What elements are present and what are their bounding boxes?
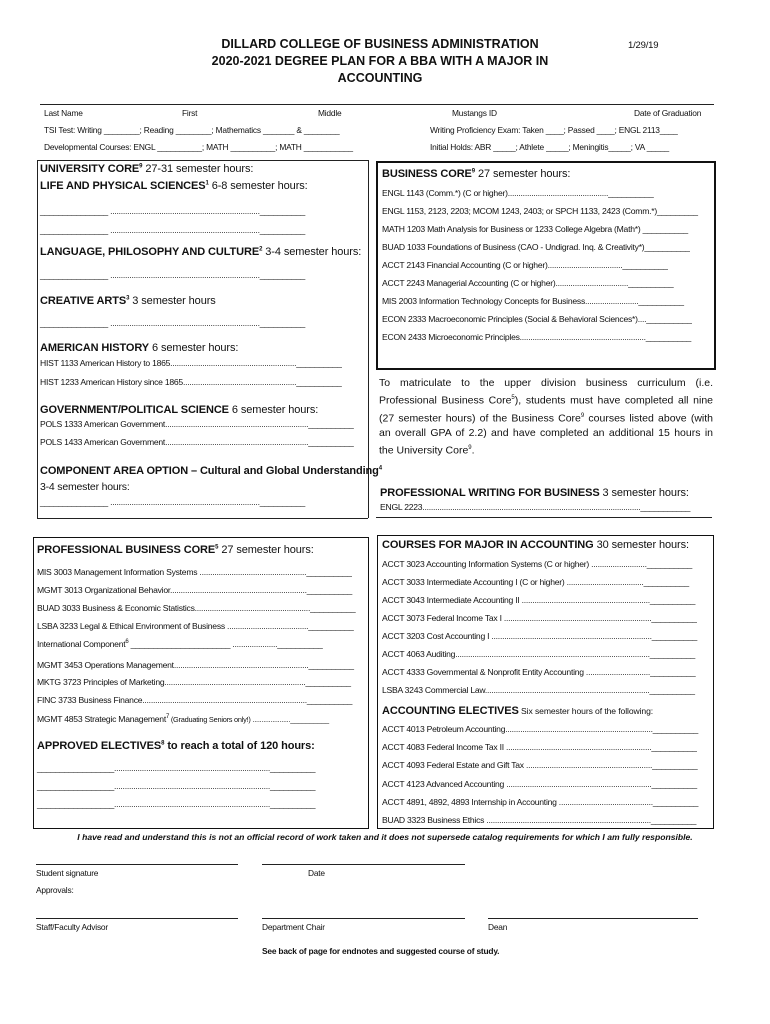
- date-line[interactable]: [262, 864, 465, 865]
- mktg-3723-row[interactable]: MKTG 3723 Principles of Marketing..................................................................__________: [37, 677, 351, 687]
- left-frame-left: [37, 160, 38, 518]
- matriculation-note: To matriculate to the upper division business curriculum (i.e. Professional Business Core$^5$), students must have completed all nine (27 semester hours) of the Business Core$^9$ courses listed above (with an overall GPA of 2.2) and have completed an additional 15 hours in the University Core$^9$.: [379, 377, 713, 457]
- international-component-row[interactable]: International Component$^6$ ______________________ .....................__________: [37, 639, 323, 649]
- form-date: 1/29/19: [628, 40, 659, 51]
- disclaimer: I have read and understand this is not an official record of work taken and it does not supersede catalog requirements for which I am fully responsible.: [77, 832, 693, 842]
- course-entry-row[interactable]: _______________ ......................................................................__________: [40, 206, 306, 216]
- business-core-heading: BUSINESS CORE$^9$ 27 semester hours:: [382, 168, 571, 180]
- component-area-hours: 3-4 semester hours:: [40, 481, 130, 493]
- chair-signature-line[interactable]: [262, 918, 465, 919]
- major-course-row[interactable]: ACCT 3203 Cost Accounting I ...........................................................................__________: [382, 631, 698, 641]
- initial-holds-row[interactable]: Initial Holds: ABR _____; Athlete _____; Meningitis_____; VA _____: [430, 142, 669, 152]
- mgmt-4853-row[interactable]: MGMT 4853 Strategic Management$^7$ (Graduating Seniors only!) .....................__________: [37, 714, 329, 724]
- label-middle: Middle: [318, 108, 342, 118]
- accounting-elective-course-row[interactable]: BUAD 3323 Business Ethics .............................................................................__________: [382, 815, 697, 825]
- major-courses-heading: COURSES FOR MAJOR IN ACCOUNTING 30 semester hours:: [382, 539, 689, 551]
- business-core-course-row[interactable]: BUAD 1033 Foundations of Business (CAO - Undigrad. Inq. & Creativity*)__________: [382, 242, 690, 252]
- major-course-row[interactable]: LSBA 3243 Commercial Law.............................................................................__________: [382, 685, 695, 695]
- elective-entry-row[interactable]: _________________.........................................................................__________: [37, 763, 316, 773]
- accounting-elective-course-row[interactable]: ACCT 4123 Advanced Accounting ....................................................................__________: [382, 778, 697, 789]
- course-entry-row[interactable]: _______________ ......................................................................__________: [40, 270, 306, 280]
- business-core-course-row[interactable]: ECON 2433 Microeconomic Principles...........................................................__________: [382, 332, 692, 342]
- student-signature-label: Student signature: [36, 868, 99, 878]
- left-frame-bottom: [37, 518, 368, 519]
- left-frame-top: [37, 160, 368, 161]
- chair-label: Department Chair: [262, 922, 325, 932]
- business-core-course-row[interactable]: MIS 2003 Information Technology Concepts for Business.........................__________: [382, 296, 684, 306]
- american-history-heading: AMERICAN HISTORY 6 semester hours:: [40, 342, 239, 354]
- elective-entry-row[interactable]: _________________.........................................................................__________: [37, 781, 316, 791]
- business-core-course-row[interactable]: ENGL 1153, 2123, 2203; MCOM 1243, 2403; or SPCH 1133, 2423 (Comm.*)_________: [382, 206, 698, 216]
- mis-3003-row[interactable]: MIS 3003 Management Information Systems ..................................................__________: [37, 567, 352, 577]
- accounting-elective-course-row[interactable]: ACCT 4093 Federal Estate and Gift Tax ...........................................................__________: [382, 760, 698, 771]
- lsba-3233-row[interactable]: LSBA 3233 Legal & Ethical Environment of Business ......................................__________: [37, 621, 354, 631]
- writing-proficiency-row[interactable]: Writing Proficiency Exam: Taken ____; Passed ____; ENGL 2113____: [430, 125, 678, 135]
- approved-electives-heading: APPROVED ELECTIVES$^8$ to reach a total of 120 hours:: [37, 740, 315, 752]
- accounting-electives-heading: ACCOUNTING ELECTIVES Six semester hours of the following:: [382, 705, 654, 717]
- label-mustangs-id: Mustangs ID: [452, 108, 497, 118]
- creative-arts-heading: CREATIVE ARTS$^3$ 3 semester hours: [40, 295, 216, 307]
- course-entry-row[interactable]: _______________ ......................................................................__________: [40, 497, 306, 507]
- hist-1233-row[interactable]: HIST 1233 American History since 1865.....................................................__________: [40, 377, 342, 387]
- accounting-elective-course-row[interactable]: ACCT 4013 Petroleum Accounting.....................................................................__________: [382, 724, 699, 734]
- advisor-signature-line[interactable]: [36, 918, 238, 919]
- mgmt-3453-row[interactable]: MGMT 3453 Operations Management...............................................................__________: [37, 660, 354, 670]
- component-area-heading: COMPONENT AREA OPTION – Cultural and Global Understanding$^4$: [40, 465, 383, 477]
- tsi-test-row[interactable]: TSI Test: Writing ________; Reading ________; Mathematics _______ & ________: [44, 125, 340, 135]
- dean-label: Dean: [488, 922, 508, 932]
- name-line[interactable]: [40, 104, 714, 105]
- date-label: Date: [308, 868, 325, 878]
- major-course-row[interactable]: ACCT 3073 Federal Income Tax I .....................................................................__________: [382, 613, 697, 623]
- pols-1333-row[interactable]: POLS 1333 American Government...................................................................__________: [40, 419, 354, 429]
- business-core-course-row[interactable]: ACCT 2143 Financial Accounting (C or higher)...................................__________: [382, 260, 668, 270]
- business-core-course-row[interactable]: ECON 2333 Macroeconomic Principles (Social & Behavioral Sciences*)....__________: [382, 314, 692, 324]
- student-signature-line[interactable]: [36, 864, 238, 865]
- engl-2223-row[interactable]: ENGL 2223......................................................................................................___________: [380, 502, 691, 512]
- government-heading: GOVERNMENT/POLITICAL SCIENCE 6 semester hours:: [40, 404, 319, 416]
- professional-writing-heading: PROFESSIONAL WRITING FOR BUSINESS 3 semester hours:: [380, 487, 689, 499]
- elective-entry-row[interactable]: _________________.........................................................................__________: [37, 799, 316, 809]
- title-line-3: ACCOUNTING: [337, 71, 423, 85]
- life-physical-sciences-heading: LIFE AND PHYSICAL SCIENCES$^1$ 6-8 semester hours:: [40, 180, 308, 192]
- accounting-elective-course-row[interactable]: ACCT 4083 Federal Income Tax II ....................................................................__________: [382, 742, 697, 753]
- label-date-graduation: Date of Graduation: [634, 108, 702, 118]
- language-philosophy-heading: LANGUAGE, PHILOSOPHY AND CULTURE$^2$ 3-4 semester hours:: [40, 246, 362, 258]
- major-course-row[interactable]: ACCT 3033 Intermediate Accounting I (C or higher) ....................................__________: [382, 577, 689, 587]
- business-core-course-row[interactable]: ENGL 1143 (Comm.*) (C or higher)...............................................__________: [382, 188, 654, 198]
- finc-3733-row[interactable]: FINC 3733 Business Finance.............................................................................__________: [37, 695, 353, 705]
- business-core-course-row[interactable]: ACCT 2243 Managerial Accounting (C or higher)..................................__________: [382, 278, 674, 288]
- label-last-name: Last Name: [44, 108, 83, 118]
- dean-signature-line[interactable]: [488, 918, 698, 919]
- accounting-elective-course-row[interactable]: ACCT 4891, 4892, 4893 Internship in Accounting ............................................__________: [382, 796, 699, 807]
- pols-1433-row[interactable]: POLS 1433 American Government...................................................................__________: [40, 437, 354, 447]
- mgmt-3013-row[interactable]: MGMT 3013 Organizational Behavior................................................................__________: [37, 585, 353, 595]
- business-core-course-row[interactable]: MATH 1203 Math Analysis for Business or 1233 College Algebra (Math*) __________: [382, 224, 688, 234]
- developmental-courses-row[interactable]: Developmental Courses: ENGL __________; MATH __________; MATH ___________: [44, 142, 353, 152]
- buad-3033-row[interactable]: BUAD 3033 Business & Economic Statistics......................................................__________: [37, 603, 356, 613]
- major-course-row[interactable]: ACCT 4063 Auditing...........................................................................................__________: [382, 649, 696, 659]
- major-course-row[interactable]: ACCT 3023 Accounting Information Systems (C or higher) ..........................__________: [382, 559, 693, 569]
- see-back-note: See back of page for endnotes and suggested course of study.: [262, 946, 500, 956]
- advisor-label: Staff/Faculty Advisor: [36, 922, 108, 932]
- course-entry-row[interactable]: _______________ ......................................................................__________: [40, 225, 306, 235]
- title-line-2: 2020-2021 DEGREE PLAN FOR A BBA WITH A MAJOR IN: [211, 54, 549, 68]
- course-entry-row[interactable]: _______________ ......................................................................__________: [40, 318, 306, 328]
- title-line-1: DILLARD COLLEGE OF BUSINESS ADMINISTRATION: [221, 37, 539, 51]
- university-core-heading: UNIVERSITY CORE$^9$ 27-31 semester hours:: [40, 163, 254, 175]
- major-course-row[interactable]: ACCT 3043 Intermediate Accounting II ............................................................__________: [382, 595, 696, 605]
- writing-underline: [376, 517, 712, 518]
- approvals-label: Approvals:: [36, 885, 74, 895]
- major-course-row[interactable]: ACCT 4333 Governmental & Nonprofit Entity Accounting ..............................__________: [382, 667, 696, 677]
- professional-core-heading: PROFESSIONAL BUSINESS CORE$^5$ 27 semester hours:: [37, 544, 314, 556]
- hist-1133-row[interactable]: HIST 1133 American History to 1865...........................................................__________: [40, 358, 342, 368]
- label-first: First: [182, 108, 198, 118]
